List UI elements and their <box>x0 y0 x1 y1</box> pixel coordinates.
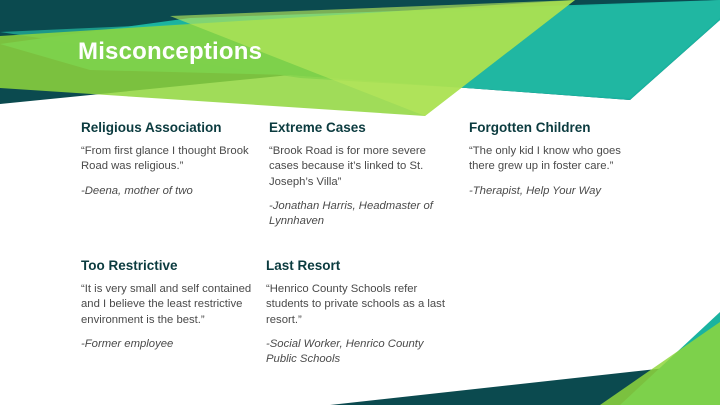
misconception-extreme-cases <box>269 120 449 239</box>
block-attribution: -Therapist, Help Your Way <box>469 184 602 197</box>
misconception-too-restrictive <box>81 258 261 361</box>
misconception-religious-association <box>81 120 261 208</box>
block-heading: Last Resort <box>266 258 341 273</box>
block-quote: “Brook Road is for more severe cases because it’s linked to St. Joseph’s Villa” <box>269 145 426 188</box>
block-heading: Religious Association <box>81 120 222 135</box>
block-attribution: -Former employee <box>81 338 174 351</box>
block-quote: “It is very small and self contained and I believe the least restrictive environment is the best.” <box>81 283 252 326</box>
block-quote: “The only kid I know who goes there grew up in foster care.” <box>469 145 621 173</box>
misconception-last-resort <box>266 258 446 377</box>
block-attribution: -Jonathan Harris, Headmaster of Lynnhaven <box>269 200 433 228</box>
slide-title: Misconceptions <box>78 38 263 65</box>
block-heading: Extreme Cases <box>269 120 366 135</box>
block-quote: “From first glance I thought Brook Road was religious.” <box>81 145 249 173</box>
block-heading: Too Restrictive <box>81 258 178 273</box>
block-quote: “Henrico County Schools refer students to private schools as a last resort.” <box>266 283 445 326</box>
block-attribution: -Deena, mother of two <box>81 184 193 197</box>
block-attribution: -Social Worker, Henrico County Public Schools <box>266 338 424 366</box>
block-heading: Forgotten Children <box>469 120 591 135</box>
misconception-forgotten-children <box>469 120 649 208</box>
